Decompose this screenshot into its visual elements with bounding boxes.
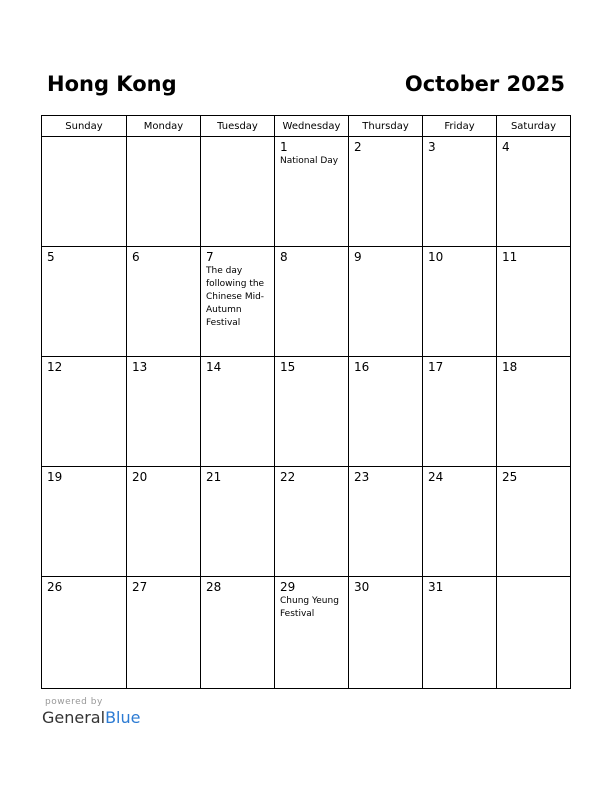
day-number: 1 <box>280 140 288 154</box>
day-cell <box>127 467 201 577</box>
day-cell <box>42 137 127 247</box>
day-number: 2 <box>354 140 362 154</box>
day-cell <box>497 137 570 247</box>
day-cell <box>275 247 349 357</box>
day-cell <box>497 247 570 357</box>
day-number: 23 <box>354 470 370 484</box>
calendar-grid <box>41 115 571 689</box>
day-cell <box>497 467 570 577</box>
holiday-label: Chung Yeung Festival <box>280 596 339 619</box>
day-cell <box>423 247 497 357</box>
day-cell <box>42 577 127 688</box>
day-cell <box>349 467 423 577</box>
logo-general-text: General <box>42 708 106 727</box>
month-year-title: October 2025 <box>404 72 565 96</box>
day-cell <box>201 577 275 688</box>
day-number: 7 <box>206 250 214 264</box>
day-number: 11 <box>502 250 518 264</box>
weekday-header-saturday: Saturday <box>497 116 570 137</box>
day-cell <box>423 357 497 467</box>
day-number: 4 <box>502 140 510 154</box>
day-number: 22 <box>280 470 296 484</box>
day-number: 31 <box>428 580 444 594</box>
day-cell <box>423 137 497 247</box>
day-cell <box>349 137 423 247</box>
day-number: 25 <box>502 470 518 484</box>
weekday-header-friday: Friday <box>423 116 497 137</box>
day-number: 12 <box>47 360 63 374</box>
day-cell <box>42 357 127 467</box>
day-number: 28 <box>206 580 222 594</box>
day-cell <box>127 357 201 467</box>
weekday-header-thursday: Thursday <box>349 116 423 137</box>
day-number: 14 <box>206 360 222 374</box>
day-cell <box>349 577 423 688</box>
day-number: 18 <box>502 360 518 374</box>
day-cell <box>127 137 201 247</box>
day-cell <box>201 467 275 577</box>
day-number: 5 <box>47 250 55 264</box>
day-cell <box>349 247 423 357</box>
day-number: 19 <box>47 470 63 484</box>
day-number: 24 <box>428 470 444 484</box>
day-number: 3 <box>428 140 436 154</box>
day-number: 17 <box>428 360 444 374</box>
day-number: 13 <box>132 360 148 374</box>
region-title: Hong Kong <box>47 72 177 96</box>
weekday-header-tuesday: Tuesday <box>201 116 275 137</box>
weekday-header-monday: Monday <box>127 116 201 137</box>
day-cell <box>201 357 275 467</box>
generalblue-logo[interactable] <box>42 708 140 727</box>
day-cell <box>275 467 349 577</box>
powered-by-text: powered by <box>45 697 103 707</box>
day-cell <box>127 577 201 688</box>
day-cell <box>349 357 423 467</box>
day-number: 27 <box>132 580 148 594</box>
day-cell <box>275 357 349 467</box>
day-cell <box>42 467 127 577</box>
day-number: 10 <box>428 250 444 264</box>
day-cell <box>497 357 570 467</box>
day-cell <box>423 467 497 577</box>
holiday-label: National Day <box>280 156 339 166</box>
day-number: 8 <box>280 250 288 264</box>
day-cell <box>201 247 275 357</box>
weekday-header-wednesday: Wednesday <box>275 116 349 137</box>
day-cell <box>42 247 127 357</box>
day-number: 20 <box>132 470 148 484</box>
day-number: 29 <box>280 580 296 594</box>
day-number: 15 <box>280 360 296 374</box>
day-cell <box>127 247 201 357</box>
day-cell <box>201 137 275 247</box>
day-cell <box>275 577 349 688</box>
day-number: 26 <box>47 580 63 594</box>
day-number: 30 <box>354 580 370 594</box>
day-number: 6 <box>132 250 140 264</box>
logo-blue-text: Blue <box>105 708 141 727</box>
weekday-header-sunday: Sunday <box>42 116 127 137</box>
day-cell <box>275 137 349 247</box>
day-number: 21 <box>206 470 222 484</box>
day-cell <box>497 577 570 688</box>
day-number: 9 <box>354 250 362 264</box>
day-number: 16 <box>354 360 370 374</box>
holiday-label: The day following the Chinese Mid-Autumn Festival <box>206 266 265 328</box>
day-cell <box>423 577 497 688</box>
